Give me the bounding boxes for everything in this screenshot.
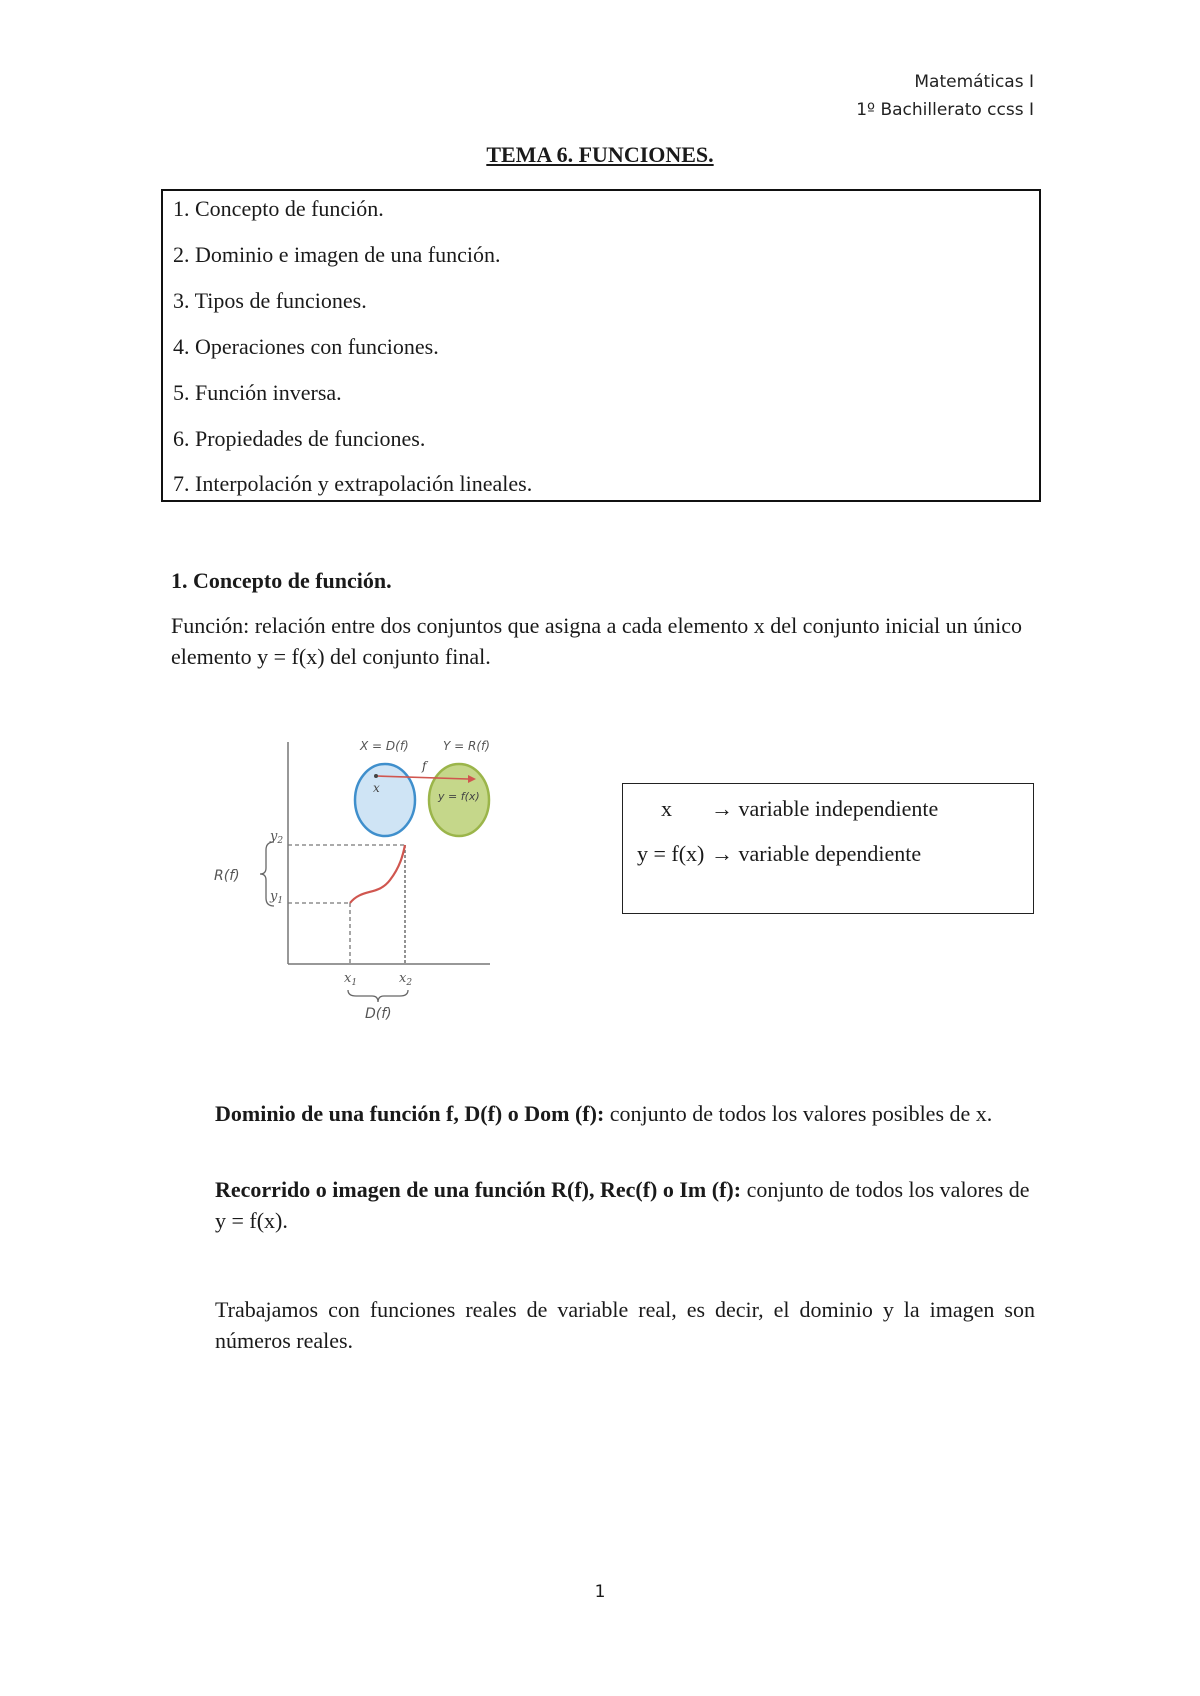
real-functions-note: Trabajamos con funciones reales de variable real, es decir, el dominio y la imagen son números reales. bbox=[215, 1297, 1035, 1353]
domain-set bbox=[355, 764, 415, 836]
variables-box bbox=[622, 783, 1034, 914]
domain-label: D(f) bbox=[365, 1006, 392, 1022]
set-x-label: X = D(f) bbox=[360, 739, 409, 753]
independent-variable-desc: → variable independiente bbox=[711, 796, 939, 821]
y1-label: $y_1$ bbox=[270, 889, 284, 906]
section-heading: 1. Concepto de función. bbox=[171, 568, 392, 593]
domain-brace bbox=[348, 990, 408, 1002]
function-diagram bbox=[180, 700, 520, 1030]
toc-item: 1. Concepto de función. bbox=[173, 196, 384, 221]
table-of-contents bbox=[161, 189, 1041, 502]
function-curve bbox=[350, 845, 405, 903]
page-header bbox=[856, 68, 1034, 124]
element-x-label: x bbox=[373, 781, 380, 795]
dependent-variable-desc: → variable dependiente bbox=[711, 841, 922, 866]
y2-label: $y_2$ bbox=[270, 829, 284, 846]
x2-label: $x_2$ bbox=[399, 971, 413, 988]
toc-item: 4. Operaciones con funciones. bbox=[173, 334, 439, 359]
dependent-variable: y = f(x) bbox=[637, 841, 705, 866]
set-y-label: Y = R(f) bbox=[443, 739, 490, 753]
element-y-label: y = f(x) bbox=[438, 790, 480, 803]
document-title: TEMA 6. FUNCIONES. bbox=[486, 142, 714, 167]
range-definition-term: Recorrido o imagen de una función R(f), Rec(f) o Im (f): bbox=[215, 1177, 742, 1202]
subject-label: Matemáticas I bbox=[914, 72, 1034, 92]
arrow-label: f bbox=[422, 759, 427, 773]
toc-item: 5. Función inversa. bbox=[173, 380, 342, 405]
range-label: R(f) bbox=[214, 868, 240, 884]
range-definition-text: conjunto de todos los valores de y = f(x). bbox=[215, 1177, 1030, 1233]
toc-item: 7. Interpolación y extrapolación lineales. bbox=[173, 471, 533, 496]
domain-definition bbox=[215, 1098, 1040, 1129]
toc-item: 3. Tipos de funciones. bbox=[173, 288, 367, 313]
domain-definition-term: Dominio de una función f, D(f) o Dom (f): bbox=[215, 1101, 605, 1126]
x1-label: $x_1$ bbox=[344, 971, 358, 988]
element-x-dot bbox=[374, 774, 378, 778]
range-definition bbox=[215, 1174, 1040, 1236]
course-label: 1º Bachillerato ccss I bbox=[856, 100, 1034, 120]
function-definition: Función: relación entre dos conjuntos que asigna a cada elemento x del conjunto inicial un único elemento y = f(x) del conjunto final. bbox=[171, 613, 1023, 669]
toc-item: 6. Propiedades de funciones. bbox=[173, 426, 426, 451]
page-number: 1 bbox=[594, 1582, 606, 1602]
toc-item: 2. Dominio e imagen de una función. bbox=[173, 242, 501, 267]
independent-variable: x bbox=[661, 796, 672, 821]
domain-definition-text: conjunto de todos los valores posibles de x. bbox=[604, 1101, 993, 1126]
